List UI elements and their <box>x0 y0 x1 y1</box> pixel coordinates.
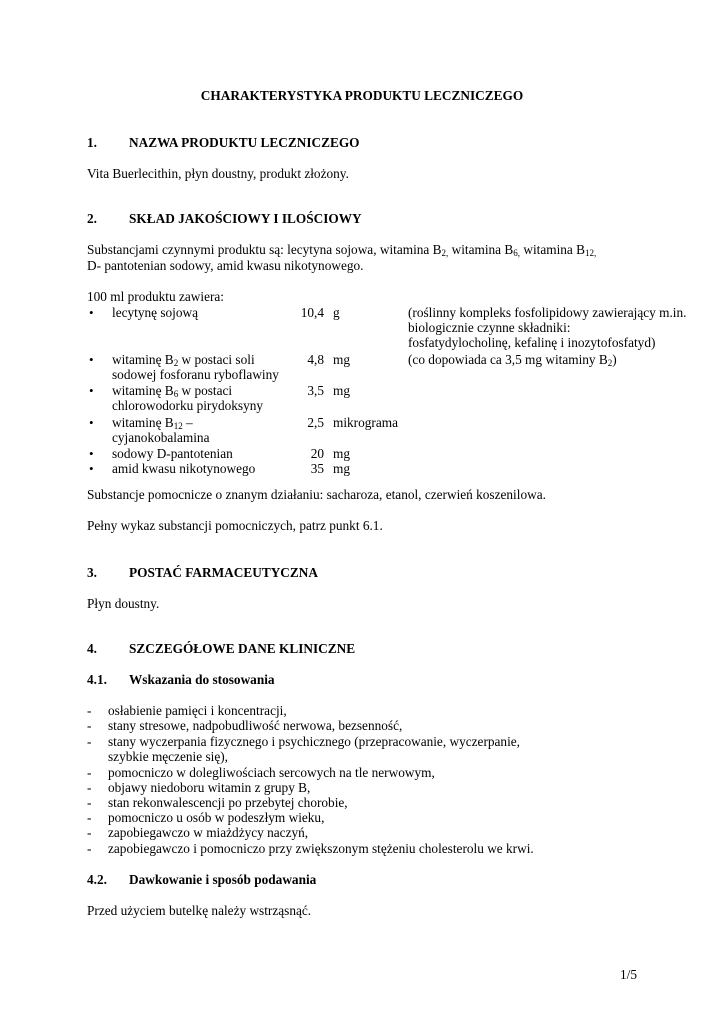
bullet: • <box>89 415 94 430</box>
ingredient-note: biologicznie czynne składniki: <box>408 320 571 335</box>
list-dash: - <box>87 703 92 718</box>
list-item: osłabienie pamięci i koncentracji, <box>108 703 287 718</box>
ingredient-name: witaminę $B_6$ w postaci <box>112 383 233 399</box>
section-4-number: 4. <box>87 641 97 656</box>
list-item: stany stresowe, nadpobudliwość nerwowa, bezsenność, <box>108 718 403 733</box>
ingredient-unit: mg <box>333 446 350 461</box>
ingredient-unit: mg <box>333 352 350 367</box>
list-item: objawy niedoboru witamin z grupy B, <box>108 780 311 795</box>
list-dash: - <box>87 718 92 733</box>
ingredient-unit: mikrograma <box>333 415 398 430</box>
ingredient-name-cont: cyjanokobalamina <box>112 430 210 445</box>
ingredient-name-cont: chlorowodorku pirydoksyny <box>112 398 264 413</box>
ingredient-name-cont: sodowej fosforanu ryboflawiny <box>112 367 279 382</box>
product-name: Vita Buerlecithin, płyn doustny, produkt złożony. <box>87 166 349 181</box>
ingredient-amount: 20 <box>310 446 324 461</box>
list-item: pomocniczo u osób w podeszłym wieku, <box>108 810 325 825</box>
ingredient-note: fosfatydylocholinę, kefalinę i inozytofosfatyd) <box>408 335 656 350</box>
list-item: stany wyczerpania fizycznego i psychicznego (przepracowanie, wyczerpanie, <box>108 734 520 749</box>
ingredient-name: amid kwasu nikotynowego <box>112 461 256 476</box>
section-4-1-number: 4.1. <box>87 672 107 687</box>
bullet: • <box>89 461 94 476</box>
list-item-cont: szybkie męczenie się), <box>108 749 228 764</box>
ingredient-unit: mg <box>333 383 350 398</box>
section-1-number: 1. <box>87 135 97 150</box>
pharmaceutical-form: Płyn doustny. <box>87 596 160 611</box>
excipients-text: Substancje pomocnicze o znanym działaniu: sacharoza, etanol, czerwień koszenilowa. <box>87 487 546 502</box>
list-dash: - <box>87 795 92 810</box>
list-dash: - <box>87 810 92 825</box>
bullet: • <box>89 383 94 398</box>
list-dash: - <box>87 734 92 749</box>
list-dash: - <box>87 780 92 795</box>
bullet: • <box>89 352 94 367</box>
section-3-number: 3. <box>87 565 97 580</box>
section-3-heading: POSTAĆ FARMACEUTYCZNA <box>129 565 318 580</box>
list-item: pomocniczo w dolegliwościach sercowych na tle nerwowym, <box>108 765 435 780</box>
list-dash: - <box>87 825 92 840</box>
section-4-2-number: 4.2. <box>87 872 107 887</box>
ingredient-unit: mg <box>333 461 350 476</box>
excipients-reference: Pełny wykaz substancji pomocniczych, patrz punkt 6.1. <box>87 518 383 533</box>
ingredient-amount: 10,4 <box>300 305 324 320</box>
ingredient-amount: 3,5 <box>307 383 324 398</box>
ingredient-note: (co dopowiada ca 3,5 mg witaminy $B_2$) <box>408 352 617 368</box>
list-dash: - <box>87 765 92 780</box>
section-4-2-heading: Dawkowanie i sposób podawania <box>129 872 317 887</box>
page-number: 1/5 <box>620 967 637 982</box>
section-2-number: 2. <box>87 211 97 226</box>
ingredient-name: lecytynę sojową <box>112 305 199 320</box>
list-item: zapobiegawczo i pomocniczo przy zwiększonym stężeniu cholesterolu we krwi. <box>108 841 534 856</box>
ingredient-name: witaminę $B_2$ w postaci soli <box>112 352 255 368</box>
ingredient-unit: g <box>333 305 340 320</box>
ingredient-name: sodowy D-pantotenian <box>112 446 233 461</box>
section-1-heading: NAZWA PRODUKTU LECZNICZEGO <box>129 135 360 150</box>
list-item: zapobiegawczo w miażdżycy naczyń, <box>108 825 309 840</box>
list-dash: - <box>87 841 92 856</box>
ingredient-amount: 2,5 <box>307 415 324 430</box>
bullet: • <box>89 446 94 461</box>
ingredient-amount: 35 <box>310 461 324 476</box>
list-item: stan rekonwalescencji po przebytej chorobie, <box>108 795 348 810</box>
document-title: CHARAKTERYSTYKA PRODUKTU LECZNICZEGO <box>200 88 524 103</box>
dosage-text: Przed użyciem butelkę należy wstrząsnąć. <box>87 903 312 918</box>
ingredient-amount: 4,8 <box>307 352 324 367</box>
bullet: • <box>89 305 94 320</box>
section-4-1-heading: Wskazania do stosowania <box>129 672 275 687</box>
ingredient-note: (roślinny kompleks fosfolipidowy zawierający m.in. <box>408 305 687 320</box>
section-4-heading: SZCZEGÓŁOWE DANE KLINICZNE <box>129 641 356 656</box>
active-substances-line-1: Substancjami czynnymi produktu są: lecytyna sojowa, witamina $B_{2,}$ witamina $B_{6,}$ witamina $B_{12,}$ <box>87 242 597 258</box>
section-2-heading: SKŁAD JAKOŚCIOWY I ILOŚCIOWY <box>129 211 362 226</box>
composition-intro: 100 ml produktu zawiera: <box>87 289 224 304</box>
active-substances-line-2: D- pantotenian sodowy, amid kwasu nikotynowego. <box>87 258 364 273</box>
ingredient-name: witaminę $B_{12}$ – <box>112 415 193 431</box>
